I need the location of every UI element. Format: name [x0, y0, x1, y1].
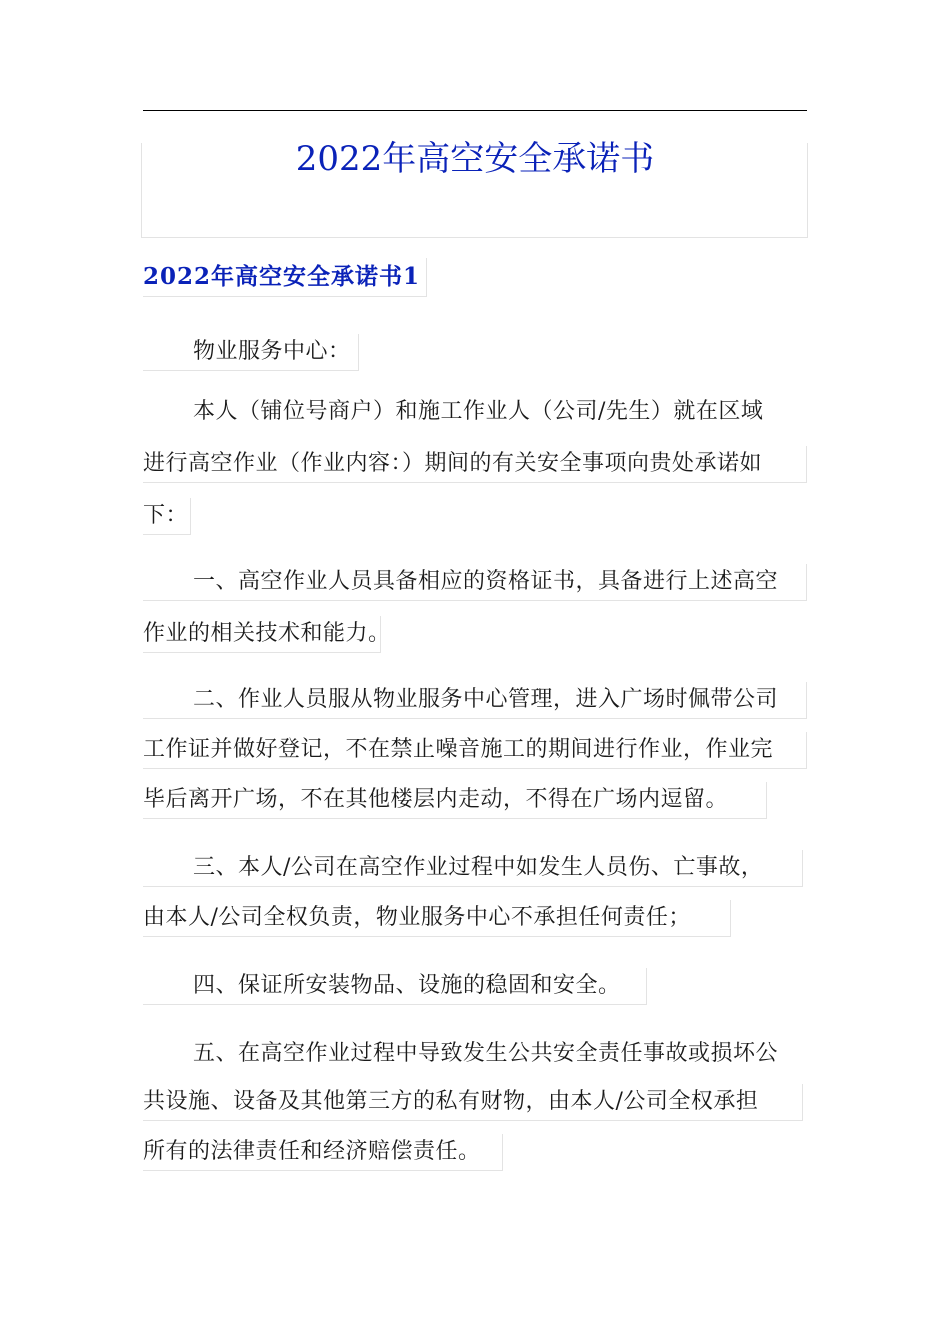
paragraph-line: 本人（铺位号商户）和施工作业人（公司/先生）就在区域: [193, 399, 764, 424]
paragraph-line: 二、作业人员服从物业服务中心管理，进入广场时佩带公司: [143, 682, 807, 719]
paragraph-line: 毕后离开广场，不在其他楼层内走动，不得在广场内逗留。: [143, 782, 767, 819]
paragraph-line: 下：: [143, 498, 191, 535]
paragraph-line: 工作证并做好登记，不在禁止噪音施工的期间进行作业，作业完: [143, 732, 807, 769]
paragraph-line: 由本人/公司全权负责，物业服务中心不承担任何责任；: [143, 900, 731, 937]
paragraph-line: 三、本人/公司在高空作业过程中如发生人员伤、亡事故，: [143, 850, 803, 887]
paragraph-line: 共设施、设备及其他第三方的私有财物，由本人/公司全权承担: [143, 1084, 803, 1121]
salutation: 物业服务中心：: [143, 334, 359, 371]
paragraph-line: 一、高空作业人员具备相应的资格证书，具备进行上述高空: [143, 564, 807, 601]
paragraph-line: 作业的相关技术和能力。: [143, 616, 381, 653]
top-rule: [143, 110, 807, 111]
paragraph-line: 所有的法律责任和经济赔偿责任。: [143, 1134, 503, 1171]
section-heading: 2022年高空安全承诺书1: [143, 258, 427, 297]
document-title: 2022年高空安全承诺书: [295, 139, 655, 179]
paragraph-line: 进行高空作业（作业内容：）期间的有关安全事项向贵处承诺如: [143, 446, 807, 483]
paragraph-line: 四、保证所安装物品、设施的稳固和安全。: [143, 968, 647, 1005]
paragraph-line: 五、在高空作业过程中导致发生公共安全责任事故或损坏公: [193, 1041, 779, 1066]
